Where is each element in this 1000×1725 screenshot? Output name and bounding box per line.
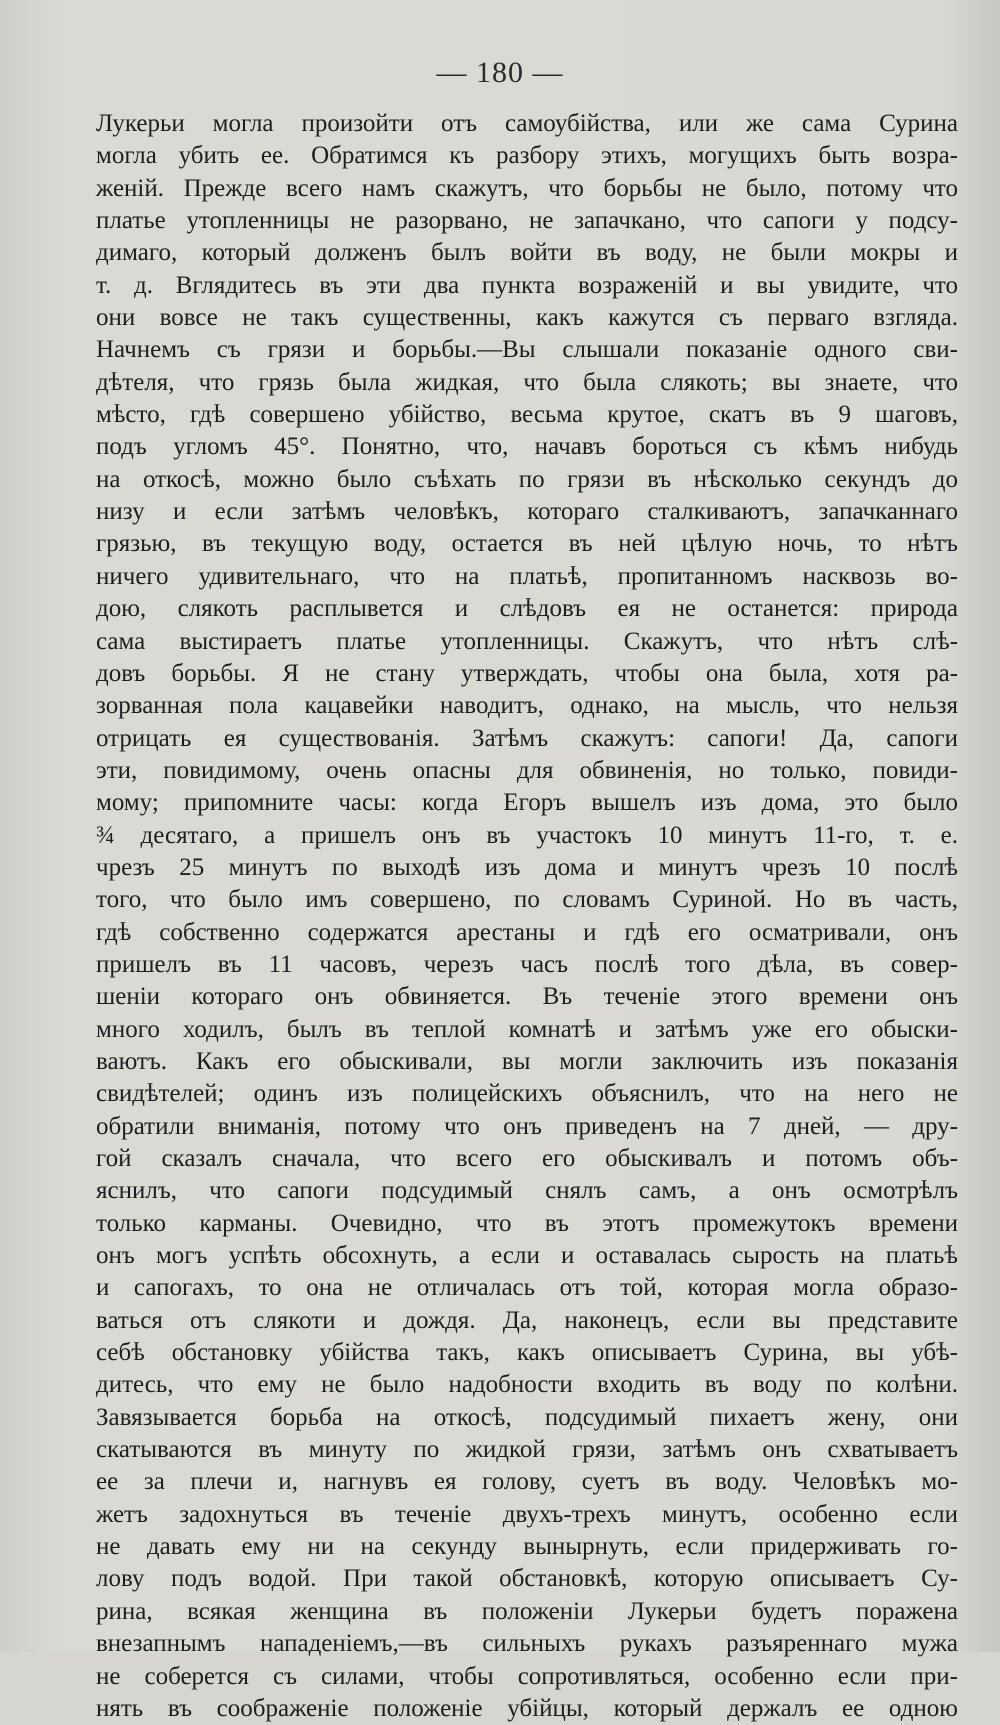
text-line: подъ угломъ 45°. Понятно, что, начавъ бороться съ кѣмъ нибудь xyxy=(96,433,958,461)
text-line: не давать ему ни на секунду вынырнуть, если придерживать го- xyxy=(96,1533,958,1561)
text-line: рина, всякая женщина въ положеніи Лукерьи будетъ поражена xyxy=(96,1597,958,1625)
text-line: Завязывается борьба на откосѣ, подсудимый пихаетъ жену, они xyxy=(96,1403,958,1431)
text-line: лову подъ водой. При такой обстановкѣ, которую описываетъ Су- xyxy=(96,1565,958,1593)
text-line: ваться отъ слякоти и дождя. Да, наконецъ, если вы представите xyxy=(96,1306,958,1334)
text-line: довъ борьбы. Я не стану утверждать, чтобы она была, хотя ра- xyxy=(96,659,958,687)
text-line: зорванная пола кацавейки наводитъ, однако, на мысль, что нельзя xyxy=(96,692,958,720)
text-line: скатываются въ минуту по жидкой грязи, затѣмъ онъ схватываетъ xyxy=(96,1436,958,1464)
text-line: много ходилъ, былъ въ теплой комнатѣ и затѣмъ уже его обыски- xyxy=(96,1015,958,1043)
text-line: пришелъ въ 11 часовъ, черезъ часъ послѣ того дѣла, въ совер- xyxy=(96,950,958,978)
text-line: не соберется съ силами, чтобы сопротивляться, особенно если при- xyxy=(96,1662,958,1690)
text-line: женій. Прежде всего намъ скажутъ, что борьбы не было, потому что xyxy=(96,174,958,202)
text-line: они вовсе не такъ существенны, какъ кажутся съ перваго взгляда. xyxy=(96,304,958,332)
text-line: эти, повидимому, очень опасны для обвиненія, но только, повиди- xyxy=(96,756,958,784)
text-line: жетъ задохнуться въ теченіе двухъ-трехъ минутъ, особенно если xyxy=(96,1500,958,1528)
text-line: ничего удивительнаго, что на платьѣ, пропитанномъ насквозь во- xyxy=(96,562,958,590)
text-line: Начнемъ съ грязи и борьбы.—Вы слышали показаніе одного сви- xyxy=(96,336,958,364)
text-line: отрицать ея существованія. Затѣмъ скажутъ: сапоги! Да, сапоги xyxy=(96,724,958,752)
text-line: чрезъ 25 минутъ по выходѣ изъ дома и минутъ чрезъ 10 послѣ xyxy=(96,853,958,881)
text-line: шеніи котораго онъ обвиняется. Въ теченіе этого времени онъ xyxy=(96,983,958,1011)
text-line: т. д. Вглядитесь въ эти два пункта возраженій и вы увидите, что xyxy=(96,271,958,299)
text-line: димаго, который долженъ былъ войти въ воду, не были мокры и xyxy=(96,239,958,267)
text-line: себѣ обстановку убійства такъ, какъ описываетъ Сурина, вы убѣ- xyxy=(96,1339,958,1367)
text-line: мѣсто, гдѣ совершено убійство, весьма крутое, скатъ въ 9 шаговъ, xyxy=(96,401,958,429)
text-line: гой сказалъ сначала, что всего его обыскивалъ и потомъ объ- xyxy=(96,1145,958,1172)
text-line: могла убить ее. Обратимся къ разбору этихъ, могущихъ быть возра- xyxy=(96,142,958,170)
text-line: внезапнымъ нападеніемъ,—въ сильныхъ рукахъ разъяреннаго мужа xyxy=(96,1630,958,1658)
text-line: только карманы. Очевидно, что въ этотъ промежутокъ времени xyxy=(96,1209,958,1237)
body-text xyxy=(96,108,958,1725)
page-number: — 180 — xyxy=(436,56,564,89)
text-line: нять въ соображеніе положеніе убійцы, который держалъ ее одною xyxy=(96,1694,958,1722)
text-line: грязью, въ текущую воду, остается въ ней цѣлую ночь, то нѣтъ xyxy=(96,530,958,558)
text-line: свидѣтелей; одинъ изъ полицейскихъ объяснилъ, что на него не xyxy=(96,1080,958,1108)
text-line: яснилъ, что сапоги подсудимый снялъ самъ, а онъ осмотрѣлъ xyxy=(96,1177,958,1205)
text-line: на откосѣ, можно было съѣхать по грязи въ нѣсколько секундъ до xyxy=(96,465,958,493)
text-line: мому; припомните часы: когда Егоръ вышелъ изъ дома, это было xyxy=(96,789,958,817)
text-line: ваютъ. Какъ его обыскивали, вы могли заключить изъ показанія xyxy=(96,1047,958,1075)
text-line: гдѣ собственно содержатся арестаны и гдѣ его осматривали, онъ xyxy=(96,918,958,946)
text-line: онъ могъ успѣть обсохнуть, а если и оставалась сырость на платьѣ xyxy=(96,1242,958,1270)
text-line: низу и если затѣмъ человѣкъ, котораго сталкиваютъ, запачканнаго xyxy=(96,498,958,526)
text-line: обратили вниманія, потому что онъ приведенъ на 7 дней, — дру- xyxy=(96,1112,958,1140)
text-line: Лукерьи могла произойти отъ самоубійства, или же сама Сурина xyxy=(96,110,958,137)
text-line: и сапогахъ, то она не отличалась отъ той, которая могла образо- xyxy=(96,1274,958,1302)
text-line: дѣтеля, что грязь была жидкая, что была слякоть; вы знаете, что xyxy=(96,368,958,396)
text-line: ¾ десятаго, а пришелъ онъ въ участокъ 10 минутъ 11-го, т. е. xyxy=(96,821,958,849)
text-line: платье утопленницы не разорвано, не запачкано, что сапоги у подсу- xyxy=(96,207,958,235)
text-line: дитесь, что ему не было надобности входить въ воду по колѣни. xyxy=(96,1371,958,1399)
text-line: ее за плечи и, нагнувъ ея голову, суетъ въ воду. Человѣкъ мо- xyxy=(96,1468,958,1496)
text-line: того, что было имъ совершено, по словамъ Суриной. Но въ часть, xyxy=(96,886,958,914)
text-line: сама выстираетъ платье утопленницы. Скажутъ, что нѣтъ слѣ- xyxy=(96,627,958,655)
text-line: дою, слякоть расплывется и слѣдовъ ея не останется: природа xyxy=(96,595,958,623)
